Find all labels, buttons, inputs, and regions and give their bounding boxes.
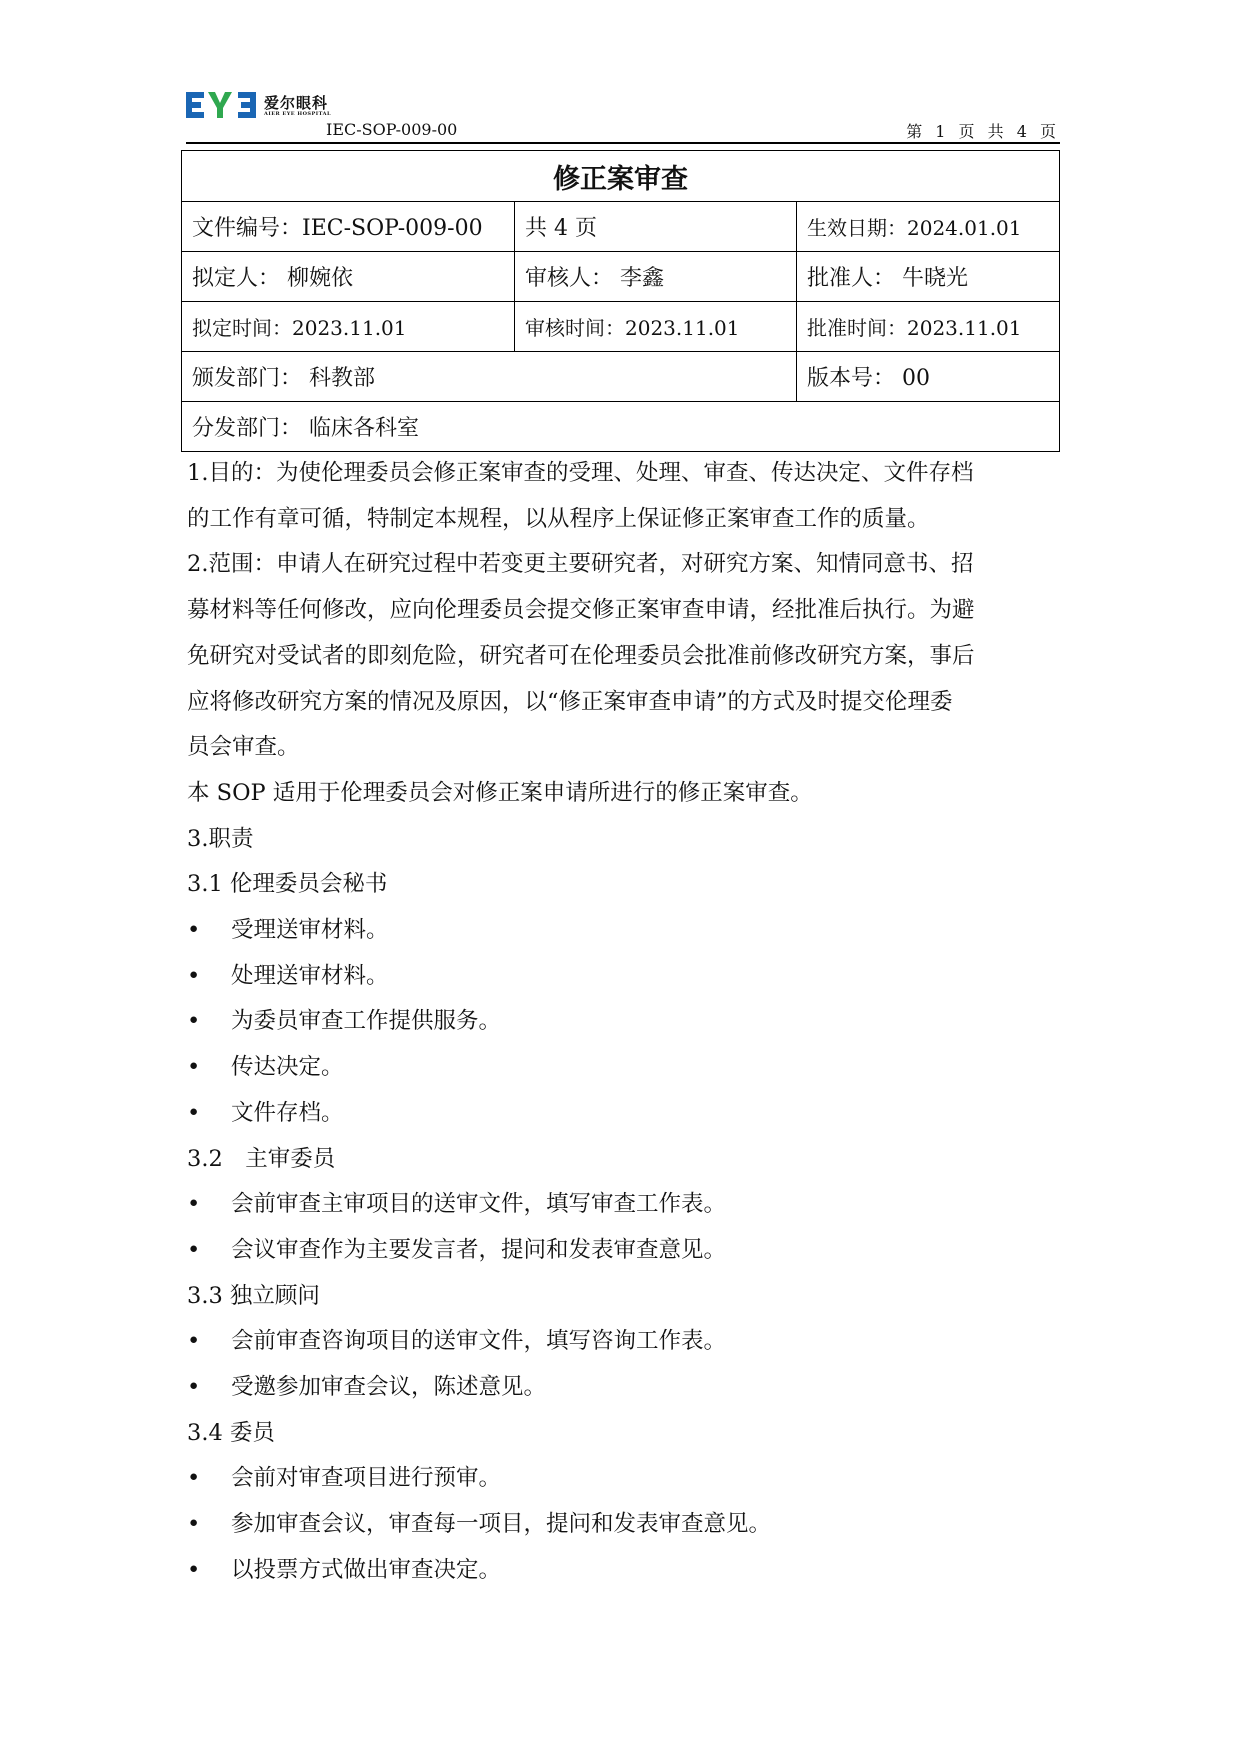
list-item: • 以投票方式做出审查决定。 bbox=[187, 1548, 1059, 1594]
list-item: • 会前对审查项目进行预审。 bbox=[187, 1456, 1059, 1502]
purpose-line-1: 1.目的：为使伦理委员会修正案审查的受理、处理、审查、传达决定、文件存档 bbox=[187, 460, 974, 486]
list-item: • 参加审查会议，审查每一项目，提问和发表审查意见。 bbox=[187, 1502, 1059, 1548]
bullet-icon: • bbox=[187, 1556, 201, 1583]
list-item: • 传达决定。 bbox=[187, 1045, 1059, 1091]
scope-line-1: 2.范围：申请人在研究过程中若变更主要研究者，对研究方案、知情同意书、招 bbox=[187, 551, 974, 578]
document-body bbox=[187, 451, 1059, 1594]
list-item: • 为委员审查工作提供服务。 bbox=[187, 999, 1059, 1045]
list-item: • 受理送审材料。 bbox=[187, 908, 1059, 954]
bullet-icon: • bbox=[187, 1236, 201, 1263]
bullet-icon: • bbox=[187, 1465, 201, 1492]
effective-date-cell: 生效日期：2024.01.01 bbox=[797, 202, 1060, 252]
scope-line-4: 应将修改研究方案的情况及原因，以“修正案审查申请”的方式及时提交伦理委 bbox=[187, 688, 953, 715]
approver-cell: 批准人： 牛晓光 bbox=[797, 252, 1060, 302]
document-meta-table bbox=[181, 150, 1060, 452]
responsibilities-heading: 3.职责 bbox=[187, 825, 254, 852]
section-3-2-heading: 3.2 主审委员 bbox=[187, 1145, 336, 1172]
review-time-cell: 审核时间：2023.11.01 bbox=[515, 302, 797, 352]
list-item: • 文件存档。 bbox=[187, 1091, 1059, 1137]
bullet-icon: • bbox=[187, 1374, 201, 1401]
list-item: • 会前审查主审项目的送审文件，填写审查工作表。 bbox=[187, 1182, 1059, 1228]
eye-logo-icon bbox=[186, 90, 258, 120]
doc-number-cell: 文件编号：IEC-SOP-009-00 bbox=[182, 202, 515, 252]
header-divider bbox=[186, 142, 1060, 144]
reviewer-cell: 审核人： 李鑫 bbox=[515, 252, 797, 302]
scope-line-5: 员会审查。 bbox=[187, 734, 300, 761]
aier-logo bbox=[186, 90, 346, 122]
distribution-dept-cell: 分发部门： 临床各科室 bbox=[182, 402, 1060, 452]
logo-text-cn: 爱尔眼科 bbox=[264, 94, 329, 112]
header-page-info: 第 1 页 共 4 页 bbox=[906, 122, 1060, 141]
draft-time-cell: 拟定时间：2023.11.01 bbox=[182, 302, 515, 352]
bullet-icon: • bbox=[187, 962, 201, 989]
list-item: • 处理送审材料。 bbox=[187, 954, 1059, 1000]
bullet-icon: • bbox=[187, 1099, 201, 1126]
total-pages-cell: 共 4 页 bbox=[515, 202, 797, 252]
list-item: • 受邀参加审查会议，陈述意见。 bbox=[187, 1365, 1059, 1411]
section-3-1-heading: 3.1 伦理委员会秘书 bbox=[187, 871, 388, 898]
issuing-dept-cell: 颁发部门： 科教部 bbox=[182, 352, 797, 402]
bullet-icon: • bbox=[187, 1054, 201, 1081]
bullet-icon: • bbox=[187, 1008, 201, 1035]
header-doc-code: IEC-SOP-009-00 bbox=[326, 120, 458, 139]
version-cell: 版本号： 00 bbox=[797, 352, 1060, 402]
purpose-line-2: 的工作有章可循，特制定本规程，以从程序上保证修正案审查工作的质量。 bbox=[187, 505, 930, 532]
list-item: • 会前审查咨询项目的送审文件，填写咨询工作表。 bbox=[187, 1319, 1059, 1365]
applicability-line: 本 SOP 适用于伦理委员会对修正案申请所进行的修正案审查。 bbox=[187, 779, 813, 806]
approve-time-cell: 批准时间：2023.11.01 bbox=[797, 302, 1060, 352]
section-3-3-heading: 3.3 独立顾问 bbox=[187, 1282, 320, 1309]
bullet-icon: • bbox=[187, 1191, 201, 1218]
document-title: 修正案审查 bbox=[182, 151, 1060, 202]
bullet-icon: • bbox=[187, 1328, 201, 1355]
bullet-icon: • bbox=[187, 917, 201, 944]
section-3-4-heading: 3.4 委员 bbox=[187, 1419, 275, 1446]
page-header bbox=[186, 84, 1060, 144]
list-item: • 会议审查作为主要发言者，提问和发表审查意见。 bbox=[187, 1228, 1059, 1274]
scope-line-2: 募材料等任何修改，应向伦理委员会提交修正案审查申请，经批准后执行。为避 bbox=[187, 597, 975, 624]
bullet-icon: • bbox=[187, 1511, 201, 1538]
drafter-cell: 拟定人： 柳婉依 bbox=[182, 252, 515, 302]
logo-text-en: AIER EYE HOSPITAL bbox=[264, 111, 331, 117]
scope-line-3: 免研究对受试者的即刻危险，研究者可在伦理委员会批准前修改研究方案，事后 bbox=[187, 642, 975, 669]
